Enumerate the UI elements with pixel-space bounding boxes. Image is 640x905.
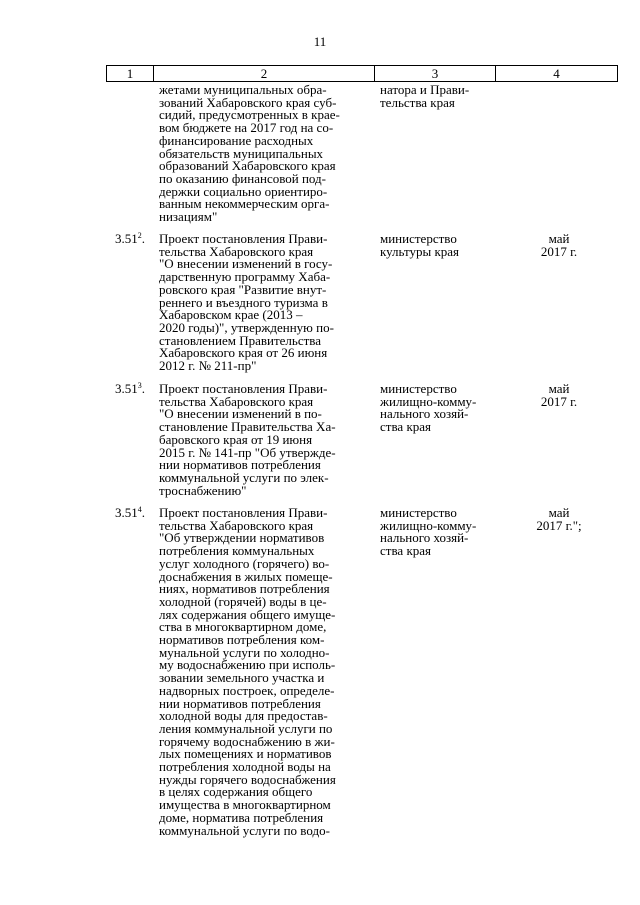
- text-line: нужды горячего водоснабжения: [159, 771, 336, 787]
- text-line: потребления коммунальных: [159, 543, 315, 559]
- text-line: доснабжения в жилых помеще-: [159, 568, 333, 584]
- text-line: тельства Хабаровского края: [159, 243, 314, 259]
- text-line: культуры края: [380, 243, 460, 259]
- text-line: "О внесении изменений в по-: [159, 406, 322, 422]
- text-line: ства края: [380, 419, 432, 435]
- text-line: 2017 г.";: [536, 517, 582, 533]
- row-deadline: [500, 383, 618, 408]
- text-line: баровского края от 19 июня: [159, 431, 313, 447]
- text-line: 2017 г.: [540, 243, 578, 259]
- text-line: 2012 г. № 211-пр": [159, 358, 257, 374]
- text-line: нии нормативов потребления: [159, 457, 321, 473]
- text-line: горячему водоснабжению в жи-: [159, 733, 335, 749]
- text-line: министерство: [380, 231, 457, 246]
- text-line: май: [548, 505, 570, 520]
- text-line: тельства Хабаровского края: [159, 393, 314, 409]
- text-line: имущества в многоквартирном: [159, 797, 331, 813]
- text-line: низациям": [159, 209, 218, 225]
- text-line: му водоснабжению при исполь-: [159, 657, 336, 673]
- row-responsible: [380, 383, 495, 434]
- text-line: мунальной услуги по холодно-: [159, 644, 330, 660]
- text-line: становление Правительства Ха-: [159, 419, 336, 435]
- header-col-4: 4: [495, 65, 618, 82]
- text-line: лях содержания общего имуще-: [159, 606, 336, 622]
- text-line: троснабжению": [159, 482, 247, 498]
- text-line: 2015 г. № 141-пр "Об утвержде-: [159, 444, 336, 460]
- row-number: 3.51$^3$.: [115, 381, 145, 396]
- text-line: ниях, нормативов потребления: [159, 581, 330, 597]
- text-line: Проект постановления Прави-: [159, 505, 328, 520]
- text-line: коммунальной услуги по водо-: [159, 822, 330, 838]
- page-number: 11: [313, 34, 327, 49]
- row-number: 3.51$^4$.: [115, 505, 145, 520]
- text-line: 2017 г.: [540, 393, 578, 409]
- header-col-1: 1: [106, 65, 154, 82]
- text-line: май: [548, 381, 570, 396]
- text-line: Проект постановления Прави-: [159, 231, 328, 246]
- text-line: потребления холодной воды на: [159, 759, 331, 775]
- row-description: [159, 507, 371, 837]
- text-line: холодной (горячей) воды в це-: [159, 593, 327, 609]
- text-line: жилищно-комму-: [380, 517, 477, 533]
- text-line: ления коммунальной услуги по: [159, 720, 333, 736]
- text-line: сидий, предусмотренных в крае-: [159, 107, 340, 123]
- text-line: тельства Хабаровского края: [159, 517, 314, 533]
- text-line: холодной воды для предостав-: [159, 708, 328, 724]
- text-line: нии нормативов потребления: [159, 695, 321, 711]
- text-line: ства в многоквартирном доме,: [159, 619, 327, 635]
- text-line: становлением Правительства: [159, 332, 322, 348]
- text-line: ванным некоммерческим орга-: [159, 196, 330, 212]
- continuation-text: [159, 84, 371, 224]
- row-deadline: [500, 507, 618, 532]
- text-line: доме, норматива потребления: [159, 809, 324, 825]
- text-line: Хабаровского края от 26 июня: [159, 345, 328, 361]
- header-col-3: 3: [374, 65, 496, 82]
- text-line: дарственную программу Хаба-: [159, 269, 331, 285]
- text-line: "Об утверждении нормативов: [159, 530, 325, 546]
- text-line: "О внесении изменений в госу-: [159, 256, 333, 272]
- row-description: [159, 383, 371, 497]
- text-line: май: [548, 231, 570, 246]
- text-line: ства края: [380, 543, 432, 559]
- text-line: жилищно-комму-: [380, 393, 477, 409]
- text-line: лых помещениях и нормативов: [159, 746, 332, 762]
- text-line: нормативов потребления ком-: [159, 632, 325, 648]
- row-description: [159, 233, 371, 373]
- row-responsible: [380, 507, 495, 558]
- text-line: коммунальной услуги по элек-: [159, 469, 329, 485]
- text-line: жетами муниципальных обра-: [159, 82, 327, 97]
- text-line: 2020 годы)", утвержденную по-: [159, 319, 334, 335]
- text-line: министерство: [380, 381, 457, 396]
- text-line: услуг холодного (горячего) во-: [159, 555, 330, 571]
- text-line: нального хозяй-: [380, 406, 469, 422]
- text-line: зований Хабаровского края суб-: [159, 94, 337, 110]
- text-line: надворных построек, определе-: [159, 682, 335, 698]
- text-line: Хабаровском крае (2013 –: [159, 307, 303, 323]
- continuation-responsible: [380, 84, 495, 109]
- table-header: [106, 65, 618, 83]
- text-line: образований Хабаровского края: [159, 158, 336, 174]
- header-col-2: 2: [153, 65, 375, 82]
- text-line: реннего и въездного туризма в: [159, 294, 328, 310]
- row-deadline: [500, 233, 618, 258]
- row-responsible: [380, 233, 495, 258]
- text-line: ровского края "Развитие внут-: [159, 281, 327, 297]
- text-line: натора и Прави-: [380, 82, 470, 97]
- row-number: 3.51$^2$.: [115, 231, 145, 246]
- text-line: зовании земельного участка и: [159, 670, 325, 686]
- text-line: по оказанию финансовой под-: [159, 170, 326, 186]
- text-line: в целях содержания общего: [159, 784, 313, 800]
- text-line: вом бюджете на 2017 год на со-: [159, 120, 334, 136]
- text-line: обязательств муниципальных: [159, 145, 324, 161]
- text-line: тельства края: [380, 94, 455, 110]
- text-line: финансирование расходных: [159, 132, 314, 148]
- text-line: министерство: [380, 505, 457, 520]
- text-line: Проект постановления Прави-: [159, 381, 328, 396]
- text-line: нального хозяй-: [380, 530, 469, 546]
- text-line: держки социально ориентиро-: [159, 183, 328, 199]
